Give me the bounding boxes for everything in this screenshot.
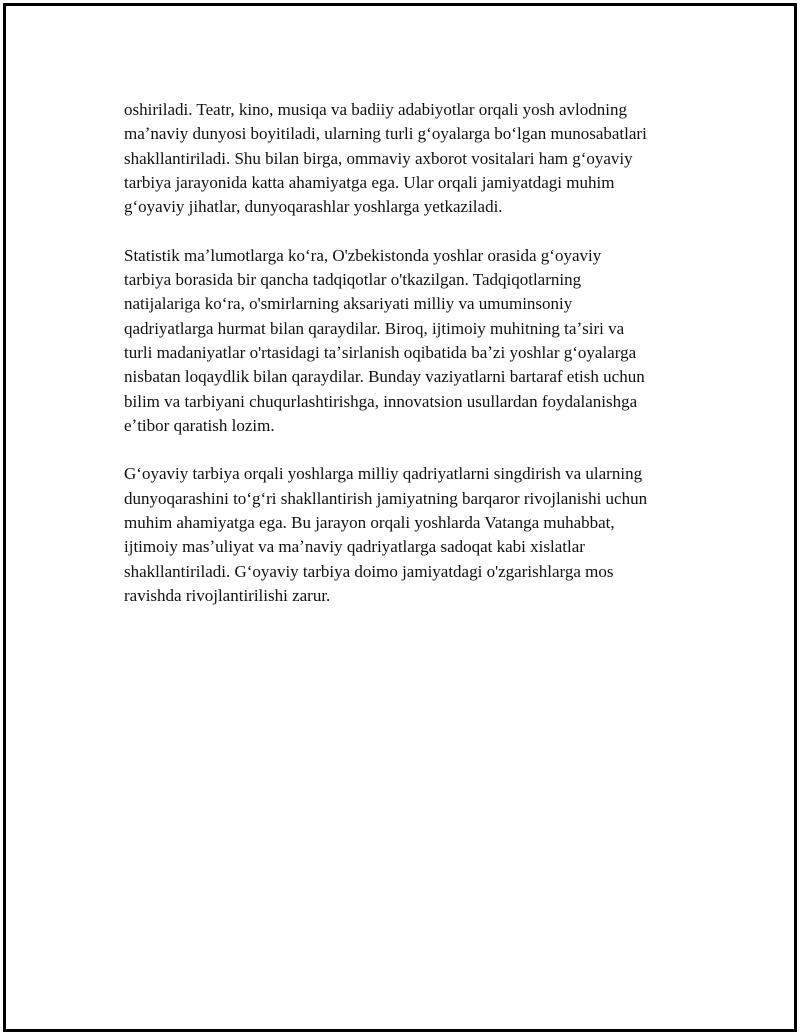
text-line: tarbiya jarayonida katta ahamiyatga ega. Ular orqali jamiyatdagi muhim (124, 172, 615, 192)
text-line: muhim ahamiyatga ega. Bu jarayon orqali yoshlarda Vatanga muhabbat, (124, 513, 615, 533)
text-line: Statistik maʼlumotlarga koʻra, O'zbekistonda yoshlar orasida gʻoyaviy (124, 245, 602, 265)
text-line: gʻoyaviy jihatlar, dunyoqarashlar yoshlarga yetkaziladi. (124, 197, 503, 217)
text-line: maʼnaviy dunyosi boyitiladi, ularning turli gʻoyalarga boʻlgan munosabatlari (124, 124, 647, 144)
text-line: eʼtibor qaratish lozim. (124, 415, 275, 435)
text-line: qadriyatlarga hurmat bilan qaraydilar. Biroq, ijtimoiy muhitning taʼsiri va (124, 318, 625, 338)
page-frame (3, 3, 797, 1032)
text-line: natijalariga koʻra, o'smirlarning aksariyati milliy va umuminsoniy (124, 294, 573, 314)
text-line: bilim va tarbiyani chuqurlashtirishga, innovatsion usullardan foydalanishga (124, 391, 638, 411)
paragraph-3 (124, 462, 704, 608)
text-line: ravishda rivojlantirilishi zarur. (124, 585, 331, 605)
document-body (124, 98, 704, 633)
text-line: oshiriladi. Teatr, kino, musiqa va badiiy adabiyotlar orqali yosh avlodning (124, 100, 627, 119)
paragraph-1 (124, 98, 704, 219)
text-line: tarbiya borasida bir qancha tadqiqotlar o'tkazilgan. Tadqiqotlarning (124, 270, 582, 290)
text-line: nisbatan loqaydlik bilan qaraydilar. Bunday vaziyatlarni bartaraf etish uchun (124, 367, 645, 387)
text-line: dunyoqarashini toʻgʻri shakllantirish jamiyatning barqaror rivojlanishi uchun (124, 488, 648, 508)
text-line: turli madaniyatlar o'rtasidagi taʼsirlanish oqibatida baʼzi yoshlar gʻoyalarga (124, 342, 637, 362)
text-line: shakllantiriladi. Gʻoyaviy tarbiya doimo jamiyatdagi o'zgarishlarga mos (124, 561, 614, 581)
text-line: ijtimoiy masʼuliyat va maʼnaviy qadriyatlarga sadoqat kabi xislatlar (124, 537, 585, 557)
paragraph-2 (124, 244, 704, 438)
text-line: shakllantiriladi. Shu bilan birga, ommaviy axborot vositalari ham gʻoyaviy (124, 148, 633, 168)
text-line: Gʻoyaviy tarbiya orqali yoshlarga milliy qadriyatlarni singdirish va ularning (124, 464, 643, 484)
